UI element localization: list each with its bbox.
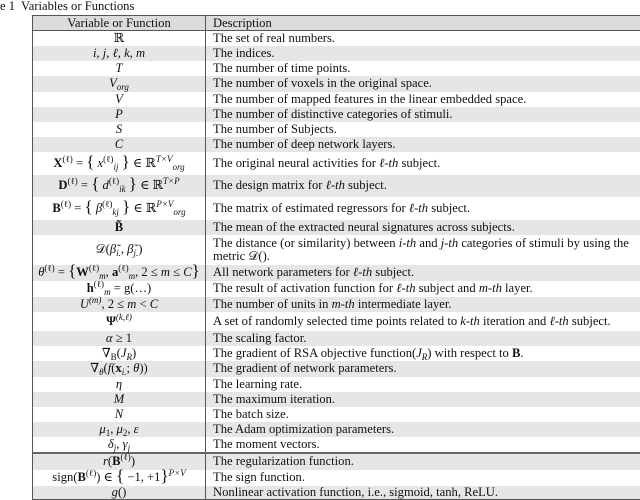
description-cell	[206, 220, 640, 235]
table-row	[33, 470, 640, 486]
text-segment: The regularization function.	[213, 454, 354, 468]
text-segment: All network parameters for	[213, 265, 353, 279]
text-segment: θ	[99, 367, 104, 377]
text-segment: The number of mapped features in the linear embedded space.	[213, 91, 527, 106]
text-segment: T	[115, 60, 123, 75]
table-row	[33, 76, 640, 92]
text-segment: The number of time points.	[213, 60, 351, 75]
text-segment: }	[128, 174, 137, 193]
text-segment: B	[110, 351, 117, 362]
variable-cell	[33, 294, 206, 312]
text-segment: (ℓ)	[118, 263, 129, 273]
text-segment: The gradient of RSA objective function(	[213, 345, 417, 360]
table-row	[33, 61, 640, 76]
text-segment: V	[109, 76, 117, 90]
text-segment: i.	[121, 367, 127, 377]
table-body	[33, 31, 640, 500]
table-number: e 1	[0, 0, 16, 13]
text-segment: org	[173, 206, 186, 217]
variables-table	[32, 15, 640, 500]
text-segment: The number of Subjects.	[213, 121, 337, 136]
text-segment: .	[520, 345, 524, 360]
text-segment: m	[104, 287, 111, 297]
text-segment: The design matrix for	[213, 178, 326, 192]
table-header-row	[33, 16, 640, 31]
text-segment: (	[107, 454, 113, 468]
text-segment: ε	[133, 421, 139, 436]
text-segment: P	[115, 106, 123, 121]
text-segment: )	[130, 454, 136, 468]
text-segment: ℓ-th	[408, 200, 429, 215]
text-segment: 𝒟()	[248, 248, 267, 263]
variable-cell	[33, 466, 206, 486]
text-segment: j.	[133, 248, 139, 258]
text-segment: org	[116, 82, 129, 92]
table-caption	[0, 0, 134, 14]
text-segment: −1, +1	[124, 470, 161, 484]
text-segment: m	[99, 271, 106, 281]
description-cell	[206, 297, 640, 312]
text-segment: β̃	[127, 242, 134, 256]
text-segment: T×V	[155, 153, 173, 164]
text-segment: ∈ ℝ	[129, 155, 156, 170]
text-segment: (	[111, 361, 116, 375]
text-segment: S	[115, 121, 123, 136]
text-segment: {	[91, 174, 100, 193]
text-segment: μ	[116, 421, 123, 436]
text-segment: =	[72, 155, 87, 170]
text-segment: k-th	[460, 313, 480, 328]
text-segment: (ℓ)	[103, 153, 114, 164]
variable-cell	[33, 422, 206, 437]
text-segment: P×V	[156, 198, 174, 209]
description-cell	[206, 486, 640, 500]
text-segment: Ψ	[106, 313, 116, 328]
variable-cell	[33, 175, 206, 197]
text-segment: P×V	[168, 468, 186, 478]
text-segment: j-th	[440, 235, 459, 250]
variable-cell	[33, 92, 206, 107]
text-segment: β̃	[109, 242, 117, 256]
table-row	[33, 175, 640, 197]
text-segment: The set of real numbers.	[213, 30, 336, 45]
description-cell	[206, 76, 640, 92]
text-segment: (ℓ)	[108, 176, 120, 186]
text-segment: ℓ-th	[352, 265, 373, 279]
text-segment: α	[105, 330, 113, 345]
text-segment: {	[86, 151, 95, 171]
text-segment: ∇	[90, 361, 100, 375]
text-segment: The sign function.	[213, 470, 305, 484]
text-segment: intermediate layer.	[354, 296, 452, 311]
variable-cell	[33, 281, 206, 297]
description-cell	[206, 107, 640, 122]
description-cell	[206, 346, 640, 361]
table-row	[33, 392, 640, 407]
text-segment: categories of stimuli by using the	[458, 235, 629, 250]
text-segment: 1	[105, 427, 111, 438]
variable-cell	[33, 235, 206, 265]
variable-cell	[33, 107, 206, 122]
variable-cell	[33, 220, 206, 235]
text-segment: x	[115, 361, 122, 375]
text-segment: a	[111, 265, 119, 279]
table-row	[33, 265, 640, 281]
text-segment: m-th	[331, 296, 355, 311]
text-segment: {	[68, 261, 77, 280]
text-segment: N	[114, 406, 124, 421]
text-segment: The Adam optimization parameters.	[213, 421, 395, 436]
text-segment: M	[113, 391, 125, 406]
text-segment: R	[421, 351, 428, 362]
table-row	[33, 122, 640, 137]
text-segment: B	[112, 454, 121, 468]
text-segment: ℓ-th	[379, 155, 399, 170]
text-segment: C	[114, 136, 124, 151]
text-segment: The learning rate.	[213, 376, 303, 391]
text-segment: The maximum iteration.	[213, 391, 336, 406]
text-segment: , 2 ≤	[135, 265, 161, 279]
table-row	[33, 422, 640, 437]
variable-cell	[33, 437, 206, 453]
text-segment: B	[511, 345, 521, 360]
text-segment: }	[160, 466, 169, 485]
text-segment: (	[103, 361, 108, 375]
table-row	[33, 220, 640, 235]
text-segment: J	[416, 345, 422, 360]
text-segment: ;	[126, 361, 134, 375]
text-segment: The result of activation function for	[213, 281, 397, 295]
table-row	[33, 152, 640, 175]
table-row	[33, 46, 640, 61]
text-segment: V	[115, 91, 123, 106]
description-cell	[206, 392, 640, 407]
variable-cell	[33, 152, 206, 175]
text-segment: The indices.	[213, 45, 275, 60]
text-segment: h	[86, 281, 94, 295]
variable-cell	[33, 486, 206, 500]
text-segment: }	[191, 261, 200, 280]
text-segment: ∈ ℝ	[130, 200, 157, 215]
description-cell	[206, 235, 640, 265]
text-segment: The number of units in	[213, 296, 332, 311]
variable-cell	[33, 261, 206, 281]
text-segment: The number of distinctive categories of stimuli.	[213, 106, 453, 121]
text-segment: (ℓ)	[88, 263, 100, 273]
table-row	[33, 346, 640, 361]
text-segment: i.	[116, 248, 121, 258]
table-row	[33, 107, 640, 122]
text-segment: m	[128, 271, 136, 281]
table-row	[33, 437, 640, 453]
description-cell	[206, 152, 640, 175]
text-segment: {	[84, 196, 93, 216]
text-segment: ∇	[101, 345, 111, 360]
text-segment: ,	[120, 242, 128, 256]
text-segment: subject.	[344, 178, 387, 192]
text-segment: = g(…)	[110, 281, 152, 295]
text-segment: (ℓ)	[93, 279, 105, 289]
text-segment: ))	[139, 361, 148, 375]
text-segment: B	[77, 470, 86, 484]
text-segment: x	[94, 155, 104, 170]
text-segment: r	[102, 454, 108, 468]
text-segment: The distance (or similarity) between	[213, 235, 399, 250]
description-cell	[206, 265, 640, 281]
text-segment: J	[120, 345, 127, 360]
text-segment: ik	[119, 184, 126, 194]
text-segment: m-th	[478, 281, 502, 295]
text-segment: B̃	[114, 219, 124, 234]
text-segment: The batch size.	[213, 406, 289, 421]
description-cell	[206, 470, 640, 486]
text-segment: i-th	[398, 235, 417, 250]
table-row	[33, 31, 640, 46]
text-segment: W	[76, 265, 89, 279]
text-segment: The scaling factor.	[213, 330, 307, 345]
variable-cell	[33, 76, 206, 92]
text-segment: .	[266, 248, 270, 263]
text-segment: ij	[113, 161, 119, 172]
text-segment: (	[116, 345, 121, 360]
description-cell	[206, 197, 640, 220]
text-segment: (ℓ)	[67, 176, 78, 186]
variable-cell	[33, 46, 206, 61]
text-segment: (ℓ)	[85, 468, 97, 478]
text-segment: γ	[122, 436, 128, 451]
table-row	[33, 235, 640, 265]
text-segment: , 2 ≤	[101, 296, 128, 311]
variable-cell	[33, 137, 206, 152]
text-segment: f	[107, 361, 112, 375]
text-segment: ,	[127, 421, 134, 436]
text-segment: )	[131, 345, 137, 360]
text-segment: (ℓ)	[60, 198, 72, 209]
table-title: Variables or Functions	[21, 0, 135, 13]
text-segment: subject.	[428, 200, 471, 215]
text-segment: <	[136, 296, 150, 311]
table-row	[33, 486, 640, 500]
description-cell	[206, 377, 640, 392]
description-cell	[206, 312, 640, 331]
text-segment: iteration and	[479, 313, 550, 328]
table-row	[33, 312, 640, 331]
text-segment: =	[54, 265, 69, 279]
table-row	[33, 137, 640, 152]
text-segment: subject.	[398, 155, 441, 170]
text-segment: β	[92, 200, 103, 215]
text-segment: i, j, ℓ, k, m	[92, 45, 146, 60]
text-segment: η	[115, 376, 123, 391]
variable-cell	[33, 31, 206, 46]
text-segment: kj	[112, 206, 119, 217]
text-segment: U	[79, 296, 89, 311]
table-row	[33, 92, 640, 107]
text-segment: d	[99, 178, 109, 192]
text-segment: (ℓ)	[62, 153, 73, 164]
text-segment: A set of randomly selected time points related to	[213, 313, 461, 328]
text-segment: The number of voxels in the original space.	[213, 76, 432, 90]
text-segment: The number of deep network layers.	[213, 136, 396, 151]
table-row	[33, 377, 640, 392]
text-segment: (m)	[88, 294, 102, 305]
table-row	[33, 407, 640, 422]
text-segment: Nonlinear activation function, i.e., sigmoid, tanh, ReLU.	[213, 484, 499, 499]
text-segment: T×P	[163, 176, 180, 186]
text-segment: ,	[116, 436, 123, 451]
text-segment: μ	[99, 421, 106, 436]
text-segment: subject and	[415, 281, 479, 295]
variable-cell	[33, 331, 206, 346]
text-segment: =	[77, 178, 92, 192]
text-segment: ≤	[170, 265, 184, 279]
text-segment: )	[138, 242, 143, 256]
text-segment: D	[58, 178, 68, 192]
text-segment: subject.	[568, 313, 611, 328]
description-cell	[206, 453, 640, 470]
text-segment: ,	[105, 265, 112, 279]
text-segment: j	[127, 442, 131, 453]
description-cell	[206, 331, 640, 346]
description-cell	[206, 175, 640, 197]
table-row	[33, 297, 640, 312]
text-segment: B	[52, 200, 61, 215]
text-segment: (ℓ)	[120, 452, 131, 462]
text-segment: }	[122, 196, 131, 216]
text-segment: θ	[133, 361, 140, 375]
text-segment: (ℓ)	[102, 198, 113, 209]
text-segment: =	[71, 200, 85, 215]
text-segment: ℓ-th	[325, 178, 345, 192]
description-cell	[206, 46, 640, 61]
description-cell	[206, 437, 640, 453]
text-segment: }	[121, 151, 130, 171]
text-segment: m	[127, 296, 137, 311]
text-segment: δ	[107, 436, 114, 451]
text-segment: θ	[38, 265, 45, 279]
text-segment: and	[416, 235, 441, 250]
variable-cell	[33, 122, 206, 137]
text-segment: m	[160, 265, 170, 279]
text-segment: The moment vectors.	[213, 436, 320, 451]
text-segment: sign(	[52, 470, 78, 484]
variable-cell	[33, 61, 206, 76]
table-row	[33, 331, 640, 346]
text-segment: ) with respect to	[427, 345, 512, 360]
description-cell	[206, 31, 640, 46]
text-segment: j	[113, 442, 117, 453]
text-segment: ()	[117, 484, 127, 499]
text-segment: The original neural activities for	[213, 155, 380, 170]
variable-cell	[33, 312, 206, 331]
text-segment: 𝒟(	[95, 242, 110, 256]
description-cell	[206, 122, 640, 137]
description-cell	[206, 61, 640, 76]
variable-cell	[33, 392, 206, 407]
text-segment: ≥ 1	[112, 330, 133, 345]
text-segment: ℓ-th	[549, 313, 569, 328]
variable-cell	[33, 377, 206, 392]
variable-cell	[33, 361, 206, 377]
text-segment: ,	[110, 421, 117, 436]
text-segment: ℓ-th	[396, 281, 416, 295]
variable-cell	[33, 346, 206, 361]
text-segment: X	[53, 155, 63, 170]
variable-cell	[33, 197, 206, 220]
text-segment: {	[116, 466, 125, 485]
text-segment: R	[126, 351, 132, 362]
description-cell	[206, 137, 640, 152]
text-segment: The gradient of network parameters.	[213, 361, 397, 375]
header-variable: Variable or Function	[33, 16, 206, 31]
description-cell	[206, 407, 640, 422]
table-row	[33, 361, 640, 377]
text-segment: The mean of the extracted neural signatures across subjects.	[213, 219, 515, 234]
text-segment: The matrix of estimated regressors for	[213, 200, 409, 215]
description-cell	[206, 281, 640, 297]
text-segment: 2	[122, 427, 128, 438]
text-segment: layer.	[501, 281, 533, 295]
text-segment: ∈ ℝ	[136, 178, 164, 192]
text-segment: (k,ℓ)	[115, 311, 132, 322]
description-cell	[206, 422, 640, 437]
header-description: Description	[206, 16, 640, 31]
text-segment: C	[149, 296, 159, 311]
text-segment: C	[183, 265, 192, 279]
text-segment: metric	[213, 248, 249, 263]
text-segment: subject.	[372, 265, 415, 279]
table-row	[33, 281, 640, 297]
text-segment: (ℓ)	[44, 263, 55, 273]
text-segment: org	[172, 161, 185, 172]
description-cell	[206, 92, 640, 107]
text-segment: ℝ	[113, 30, 125, 45]
text-segment: ) ∈	[96, 470, 117, 484]
description-cell	[206, 361, 640, 377]
variable-cell	[33, 407, 206, 422]
table-row	[33, 197, 640, 220]
text-segment: g	[111, 484, 118, 499]
